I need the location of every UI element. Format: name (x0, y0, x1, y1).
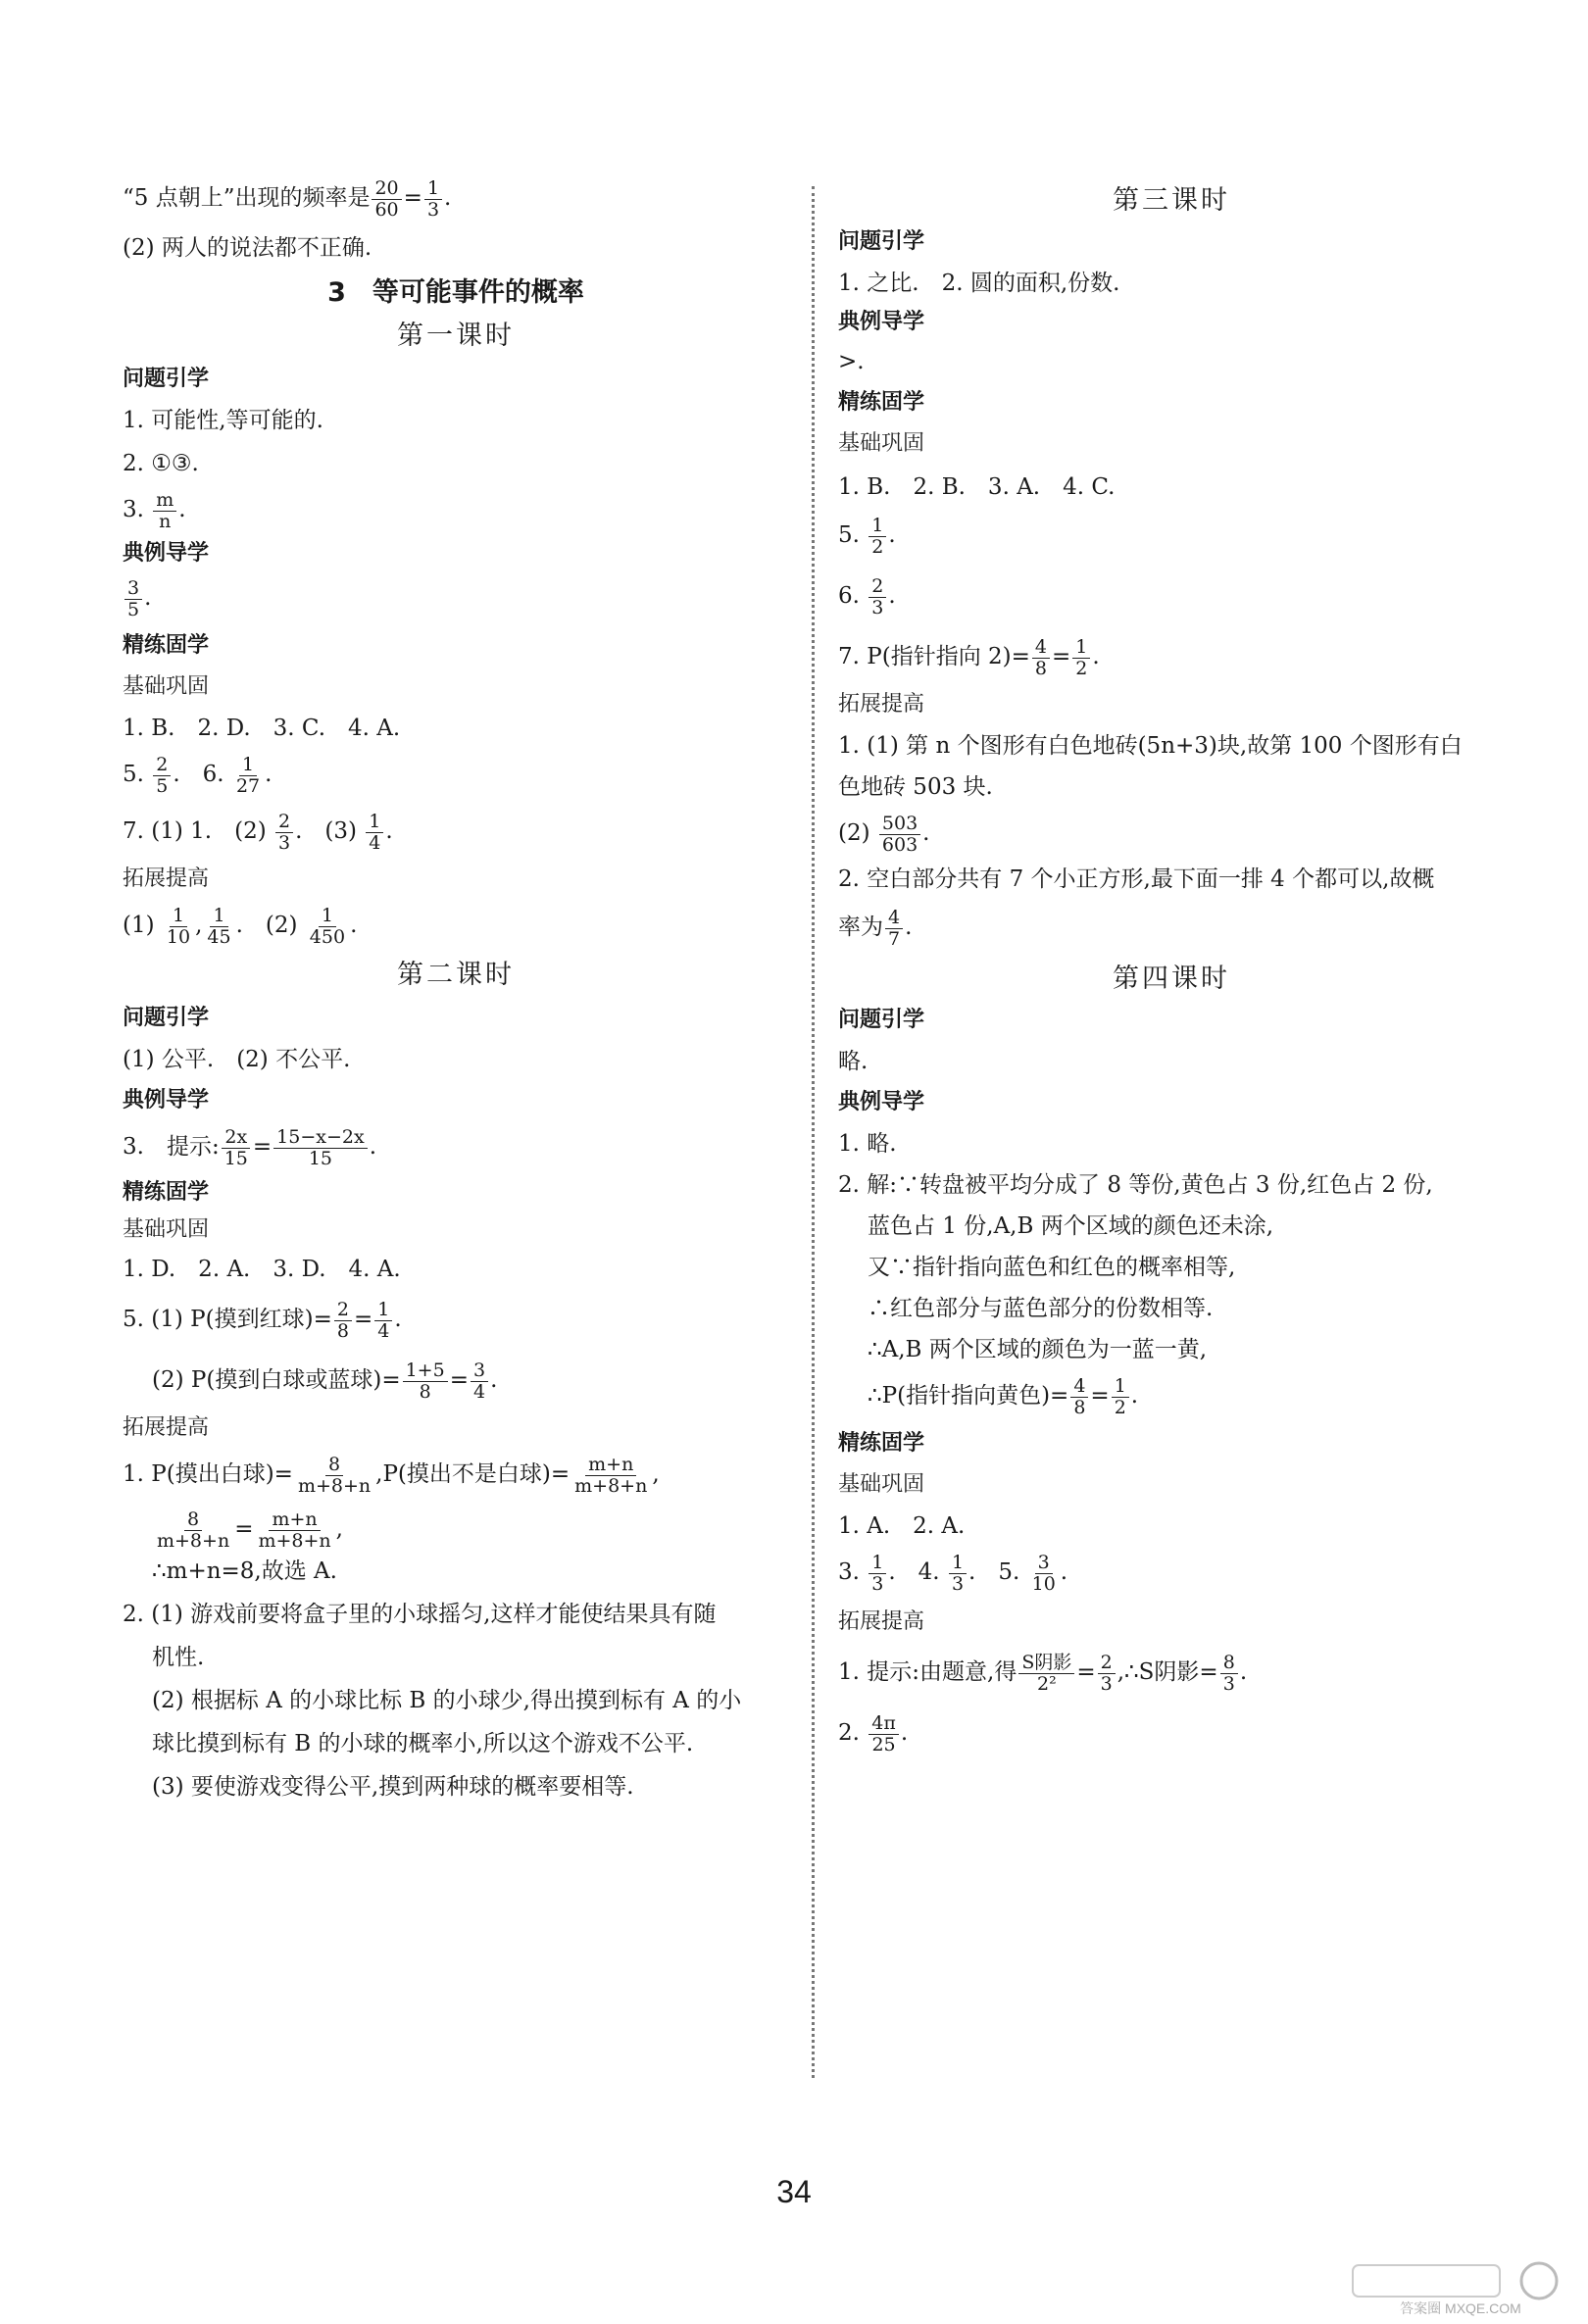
subsection-heading: 基础巩固 (123, 1217, 210, 1242)
fraction: $\frac{1}{3}$ (424, 178, 442, 221)
fraction: $\frac{8}{m+8+n}$ (157, 1508, 230, 1552)
fraction: $\frac{1}{4}$ (366, 812, 383, 854)
answer-line: 1. D. 2. A. 3. D. 4. A. (123, 1257, 401, 1282)
section-heading: 精练固学 (838, 1431, 925, 1456)
fraction: $\frac{2}{8}$ (334, 1300, 352, 1342)
subsection-heading: 拓展提高 (123, 1415, 210, 1440)
answer-line: (1) 公平. (2) 不公平. (123, 1047, 351, 1072)
section-heading: 问题引学 (838, 1008, 925, 1032)
section-heading: 精练固学 (838, 390, 925, 415)
answer-line: (3) 要使游戏变得公平,摸到两种球的概率要相等. (152, 1774, 634, 1800)
answer-line: 色地砖 503 块. (838, 774, 993, 800)
section-heading: 典例导学 (123, 1088, 210, 1113)
answer-line: 1. 之比. 2. 圆的面积,份数. (838, 271, 1120, 296)
answer-line: 1. B. 2. D. 3. C. 4. A. (123, 716, 401, 741)
answer-line: 7. P(指针指向 2)= $\frac{4}{8}$ = $\frac{1}{2}$ . (838, 635, 1100, 679)
answer-line: (1) $\frac{1}{10}$ , $\frac{1}{45}$ . (2) $\frac{1}{450}$ . (123, 904, 358, 948)
left-column (123, 176, 789, 1802)
fraction: $\frac{m}{n}$ (153, 490, 176, 532)
answer-line: 2. 空白部分共有 7 个小正方形,最下面一排 4 个都可以,故概 (838, 866, 1435, 892)
chapter-title: 3 等可能事件的概率 (327, 277, 584, 308)
fraction: $\frac{1}{3}$ (949, 1553, 967, 1595)
answer-line: 3. $\frac{m}{n}$ . (123, 488, 186, 532)
lesson-title: 第四课时 (1113, 964, 1230, 994)
fraction: $\frac{4}{8}$ (1032, 637, 1050, 679)
answer-line: 3. $\frac{1}{3}$ . 4. $\frac{1}{3}$ . 5. $\frac{3}{10}$ . (838, 1551, 1068, 1595)
fraction: $\frac{m+n}{m+8+n}$ (258, 1508, 331, 1552)
answer-line: (2) 根据标 A 的小球比标 B 的小球少,得出摸到标有 A 的小 (152, 1688, 742, 1713)
section-heading: 精练固学 (123, 633, 210, 658)
answer-line: 7. (1) 1. (2) $\frac{2}{3}$ . (3) $\frac{1}{4}$ . (123, 810, 393, 854)
fraction: $\frac{2}{3}$ (868, 576, 886, 618)
subsection-heading: 基础巩固 (123, 674, 210, 699)
answer-line: 2. (1) 游戏前要将盒子里的小球摇匀,这样才能使结果具有随 (123, 1602, 717, 1627)
fraction: $\frac{3}{10}$ (1031, 1551, 1056, 1595)
column-divider (812, 186, 815, 2078)
answer-line: 机性. (152, 1645, 205, 1670)
lesson-title: 第三课时 (1113, 185, 1230, 216)
fraction: $\frac{3}{5}$ (124, 578, 142, 620)
answer-line: 1. P(摸出白球)= $\frac{8}{m+8+n}$ ,P(摸出不是白球)= $\frac{m+n}{m+8+n}$ , (123, 1453, 660, 1497)
fraction: $\frac{15-x-2x}{15}$ (273, 1127, 368, 1169)
fraction: $\frac{4\pi}{25}$ (868, 1713, 899, 1755)
right-column (838, 176, 1505, 1756)
answer-line: ∴P(指针指向黄色)= $\frac{4}{8}$ = $\frac{1}{2}$ . (868, 1374, 1139, 1418)
subsection-heading: 基础巩固 (838, 1472, 925, 1497)
answer-line: 2. $\frac{4\pi}{25}$ . (838, 1711, 909, 1755)
answer-line: “5 点朝上”出现的频率是 $\frac{20}{60}$ = $\frac{1}{3}$ . (123, 176, 452, 221)
answer-line: 1. 可能性,等可能的. (123, 408, 323, 433)
lesson-title: 第一课时 (397, 321, 515, 351)
fraction: $\frac{4}{8}$ (1070, 1376, 1088, 1418)
fraction: $\frac{1}{2}$ (1072, 637, 1090, 679)
section-heading: 典例导学 (838, 1090, 925, 1114)
section-heading: 问题引学 (838, 229, 925, 254)
answer-line: 蓝色占 1 份,A,B 两个区域的颜色还未涂, (868, 1213, 1274, 1239)
section-heading: 典例导学 (838, 310, 925, 334)
answer-line: 又∵指针指向蓝色和红色的概率相等, (868, 1255, 1236, 1280)
watermark-text: 答案圈 MXQE.COM (1400, 2300, 1521, 2316)
fraction: $\frac{8}{m+8+n}$ (297, 1453, 372, 1497)
answer-line: 5. $\frac{2}{5}$ . 6. $\frac{1}{27}$ . (123, 753, 273, 797)
section-heading: 问题引学 (123, 367, 210, 391)
logo-frame (1353, 2265, 1500, 2297)
subsection-heading: 拓展提高 (123, 866, 210, 891)
answer-line: $\frac{3}{5}$ . (123, 576, 789, 619)
fraction: $\frac{503}{603}$ (879, 814, 920, 856)
fraction: $\frac{4}{7}$ (885, 908, 903, 950)
section-heading: 精练固学 (123, 1180, 210, 1205)
fraction: $\frac{8}{3}$ (1220, 1653, 1238, 1695)
section-heading: 问题引学 (123, 1006, 210, 1030)
fraction: $\frac{1}{2}$ (1112, 1376, 1129, 1418)
answer-line: 1. 提示:由题意,得 $\frac{\text{S阴影}}{\text{2²}}$ = $\frac{2}{3}$ ,∴S阴影= $\frac{8}{3}$ . (838, 1651, 1248, 1695)
answer-line: (2) 两人的说法都不正确. (123, 235, 372, 261)
answer-line: 3. 提示: $\frac{2x}{15}$ = $\frac{15-x-2x}{15}$ . (123, 1125, 377, 1169)
answer-line: 略. (838, 1049, 868, 1074)
answer-line: 2. 解:∵转盘被平均分成了 8 等份,黄色占 3 份,红色占 2 份, (838, 1172, 1433, 1198)
subsection-heading: 拓展提高 (838, 1609, 925, 1634)
watermark-logo (1343, 2259, 1578, 2318)
answer-line: ∴A,B 两个区域的颜色为一蓝一黄, (868, 1337, 1208, 1362)
answer-line: ∴红色部分与蓝色部分的份数相等. (868, 1296, 1214, 1321)
answer-line: 1. B. 2. B. 3. A. 4. C. (838, 474, 1116, 500)
answer-line: 1. (1) 第 n 个图形有白色地砖(5n+3)块,故第 100 个图形有白 (838, 733, 1463, 759)
page-number: 34 (776, 2174, 812, 2209)
fraction: $\frac{1}{450}$ (309, 904, 346, 948)
fraction: $\frac{1}{27}$ (235, 753, 261, 797)
fraction: $\frac{m+n}{m+8+n}$ (574, 1453, 648, 1497)
subsection-heading: 拓展提高 (838, 692, 925, 717)
logo-circle (1521, 2263, 1557, 2299)
answer-line: 1. 略. (838, 1131, 897, 1157)
answer-line: 2. ①③. (123, 451, 199, 476)
answer-line: 1. A. 2. A. (838, 1513, 966, 1539)
fraction: $\frac{2x}{15}$ (222, 1127, 251, 1169)
answer-line: 5. (1) P(摸到红球)= $\frac{2}{8}$ = $\frac{1}{4}$ . (123, 1298, 402, 1342)
answer-line: (2) P(摸到白球或蓝球)= $\frac{1+5}{8}$ = $\frac{3}{4}$ . (152, 1359, 498, 1403)
answer-line: >. (838, 349, 865, 374)
fraction: $\frac{20}{60}$ (372, 178, 401, 221)
answer-line: ∴m+n=8,故选 A. (152, 1558, 337, 1584)
fraction: $\frac{1}{4}$ (374, 1300, 392, 1342)
fraction: $\frac{3}{4}$ (471, 1360, 488, 1403)
answer-line: 6. $\frac{2}{3}$ . (838, 574, 896, 618)
fraction: $\frac{1+5}{8}$ (403, 1360, 448, 1403)
fraction: $\frac{1}{3}$ (868, 1553, 886, 1595)
answer-line: (2) $\frac{503}{603}$ . (838, 812, 930, 856)
fraction: $\frac{2}{5}$ (153, 755, 171, 797)
fraction: $\frac{2}{3}$ (1098, 1653, 1116, 1695)
fraction: $\frac{1}{45}$ (207, 904, 231, 948)
fraction: $\frac{1}{10}$ (166, 904, 191, 948)
lesson-title: 第二课时 (397, 960, 515, 990)
answer-line: $\frac{8}{m+8+n}$ = $\frac{m+n}{m+8+n}$ , (123, 1506, 789, 1553)
answer-line: 率为 $\frac{4}{7}$ . (838, 906, 913, 950)
section-heading: 典例导学 (123, 541, 210, 566)
fraction: $\frac{1}{2}$ (868, 516, 886, 558)
fraction: $\frac{\text{S阴影}}{\text{2²}}$ (1018, 1653, 1074, 1695)
fraction: $\frac{2}{3}$ (275, 812, 293, 854)
answer-line: 5. $\frac{1}{2}$ . (838, 514, 896, 558)
subsection-heading: 基础巩固 (838, 431, 925, 456)
answer-line: 球比摸到标有 B 的小球的概率小,所以这个游戏不公平. (152, 1731, 694, 1756)
